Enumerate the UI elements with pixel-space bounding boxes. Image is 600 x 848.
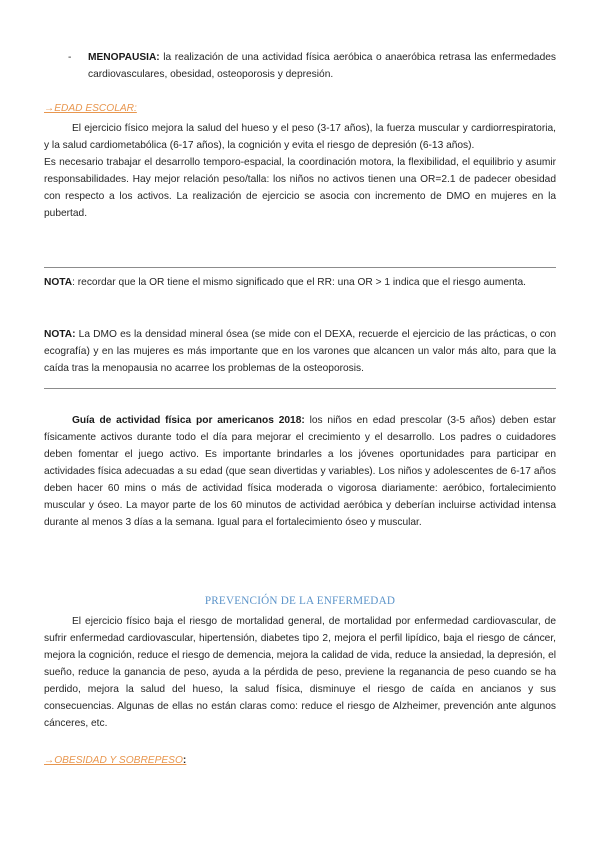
bullet-dash: -	[68, 52, 72, 63]
nota-2-text: La DMO es la densidad mineral ósea (se mide con el DEXA, recuerde el ejercicio de las prácticas, o con ecografía) y en las mujeres es más importante que en los varones que alcancen un valor más alto, para que la caída tras la menopausia no acarree los problemas de la osteoporosis.	[44, 329, 556, 374]
nota-2-block	[44, 326, 556, 377]
obesidad-heading-colon: :	[182, 755, 187, 766]
obesidad-heading-text: →OBESIDAD Y SOBREPESO	[44, 755, 183, 766]
guia-label: Guía de actividad física por americanos 2018:	[72, 415, 305, 426]
nota-1-text: : recordar que la OR tiene el mismo significado que el RR: una OR > 1 indica que el riesgo aumenta.	[72, 277, 526, 288]
edad-escolar-paragraph-2: Es necesario trabajar el desarrollo temporo-espacial, la coordinación motora, la flexibilidad, el equilibrio y asumir responsabilidades. Hay mejor relación peso/talla: los niños no activos tienen una OR=2.1 de padecer obesidad con respecto a los activos. La realización de ejercicio se asocia con incremento de DMO en mujeres en la pubertad.	[44, 157, 556, 219]
prevencion-block	[44, 613, 556, 732]
menopausia-text: la realización de una actividad física aeróbica o anaeróbica retrasa las enfermedades cardiovasculares, obesidad, osteoporosis y depresión.	[88, 52, 556, 80]
nota-2-paragraph	[44, 326, 556, 377]
divider-bottom	[44, 388, 556, 389]
menopausia-label: MENOPAUSIA:	[88, 52, 160, 63]
guia-text: los niños en edad prescolar (3-5 años) deben estar físicamente activos durante todo el día para mejorar el crecimiento y el desarrollo. Los padres o cuidadores deben fomentar el juego activo. Es importante brindarles a los jóvenes oportunidades para participar en actividades física adecuadas a su edad (que sean divertidas y variables). Los niños y adolescentes de 6-17 años deben hacer 60 mins o más de actividad física moderada o vigorosa diariamente: aeróbico, fortalecimiento muscular y óseo. La mayor parte de los 60 minutos de actividad aeróbica y deberían incluirse actividad intensa durante al menos 3 días a la semana. Igual para el fortalecimiento óseo y muscular.	[44, 415, 556, 528]
nota-1-block	[44, 274, 556, 291]
edad-escolar-block	[44, 120, 556, 222]
menopausia-paragraph	[88, 49, 556, 83]
menopausia-bullet	[68, 49, 556, 83]
guia-paragraph	[44, 412, 556, 531]
edad-escolar-heading: →EDAD ESCOLAR:	[44, 103, 137, 114]
nota-1-paragraph	[44, 274, 556, 291]
nota-1-label: NOTA	[44, 277, 73, 288]
prevencion-heading: PREVENCIÓN DE LA ENFERMEDAD	[204, 595, 396, 607]
nota-2-label: NOTA:	[44, 329, 76, 340]
prevencion-paragraph: El ejercicio físico baja el riesgo de mortalidad general, de mortalidad por enfermedad cardiovascular, de sufrir enfermedad cardiovascular, hipertensión, diabetes tipo 2, mejora el perfil lipídico, baja el riesgo de cáncer, mejora la cognición, reduce el riesgo de demencia, mejora la calidad de vida, reduce la ansiedad, la depresión, el sueño, reduce la ganancia de peso, ayuda a la pérdida de peso, previene la reganancia de peso cuando se ha perdido, mejora la salud del hueso, la salud física, disminuye el riesgo de caída en ancianos y sus consecuencias. Algunas de ellas no están claras como: reduce el riesgo de Alzheimer, prevención ante algunos cánceres, etc.	[44, 616, 556, 729]
edad-escolar-paragraph-1: El ejercicio físico mejora la salud del hueso y el peso (3-17 años), la fuerza muscular y cardiorrespiratoria, y la salud cardiometabólica (6-17 años), la cognición y evita el riesgo de depresión (6-13 años).	[44, 123, 556, 151]
guia-block	[44, 412, 556, 531]
divider-top	[44, 267, 556, 268]
obesidad-heading	[44, 752, 186, 769]
